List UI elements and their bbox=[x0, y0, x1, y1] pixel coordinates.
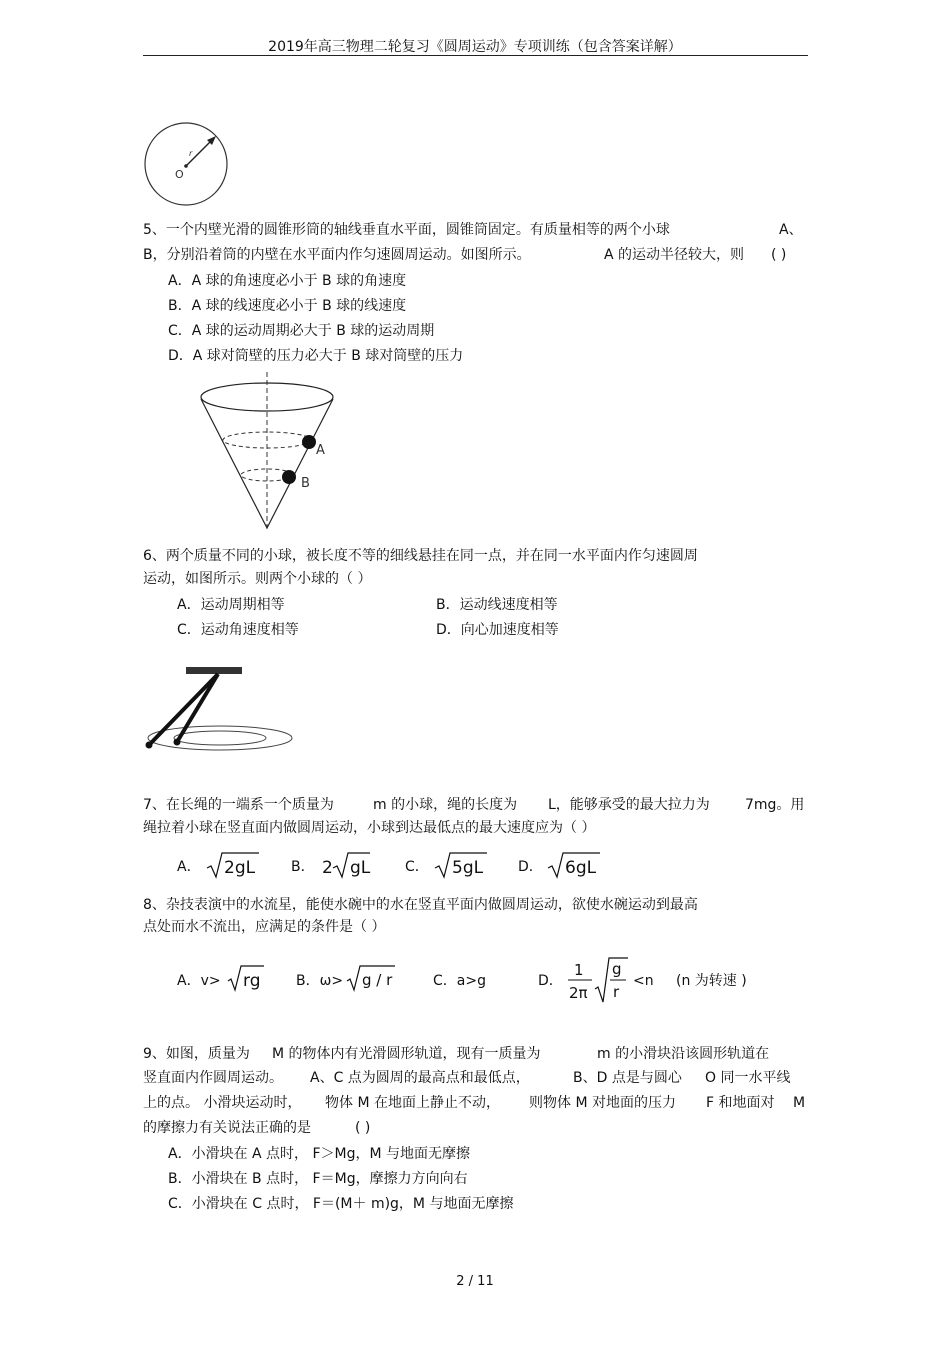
ball-outer bbox=[146, 742, 153, 749]
q9-stem-line1-c: m 的小滑块沿该圆形轨道在 bbox=[597, 1046, 770, 1062]
q5-stem-line1: 5、一个内壁光滑的圆锥形筒的轴线垂直水平面，圆锥筒固定。有质量相等的两个小球 bbox=[143, 222, 670, 238]
q6-stem-line1: 6、两个质量不同的小球，被长度不等的细线悬挂在同一点，并在同一水平面内作匀速圆周 bbox=[143, 548, 698, 564]
circle-figure bbox=[140, 122, 232, 206]
q9-option-b: B．小滑块在 B 点时， F＝Mg，摩擦力方向向右 bbox=[168, 1171, 468, 1187]
coefficient: 2 bbox=[322, 858, 333, 878]
radius-label: r bbox=[189, 149, 193, 158]
q5-stem-line2: B，分别沿着筒的内壁在水平面内作匀速圆周运动。如图所示。 bbox=[143, 247, 531, 263]
ball-b bbox=[282, 470, 296, 484]
q7-stem-line1-d: 7mg。用 bbox=[745, 797, 805, 813]
q9-option-c: C．小滑块在 C 点时， F＝(M＋ m)g，M 与地面无摩擦 bbox=[168, 1196, 514, 1212]
outer-orbit bbox=[148, 726, 292, 750]
q6-option-d: D．向心加速度相等 bbox=[436, 622, 559, 638]
radical-denominator: r bbox=[613, 983, 620, 1001]
q7-option-c-label: C． bbox=[405, 859, 429, 875]
q5-option-a: A．A 球的角速度必小于 B 球的角速度 bbox=[168, 273, 407, 289]
q8-option-a-formula bbox=[226, 963, 266, 993]
fraction-denominator: 2π bbox=[569, 984, 588, 1002]
radicand: 2gL bbox=[224, 858, 256, 878]
q5-stem-line1-tail: A、 bbox=[779, 222, 803, 238]
q8-option-d-tail: <n bbox=[633, 973, 654, 989]
circle-outline bbox=[145, 123, 227, 205]
q7-option-a-formula bbox=[205, 850, 261, 880]
q6-option-c: C．运动角速度相等 bbox=[177, 622, 299, 638]
cone-right-wall bbox=[267, 399, 333, 528]
q8-option-d-label: D． bbox=[538, 973, 563, 989]
header-rule bbox=[143, 55, 808, 56]
q9-stem-line1-b: M 的物体内有光滑圆形轨道，现有一质量为 bbox=[272, 1046, 541, 1062]
q7-stem-line1-b: m 的小球，绳的长度为 bbox=[373, 797, 518, 813]
q9-stem-line3-a: 上的点。 小滑块运动时， bbox=[143, 1095, 302, 1111]
q7-option-b-label: B． bbox=[291, 859, 315, 875]
ball-inner bbox=[174, 739, 181, 746]
fraction-numerator: 1 bbox=[574, 961, 584, 979]
q8-option-d-note: (n 为转速 ) bbox=[676, 973, 747, 989]
q8-stem-line1: 8、杂技表演中的水流星，能使水碗中的水在竖直平面内做圆周运动，欲使水碗运动到最高 bbox=[143, 897, 698, 913]
cone-figure bbox=[195, 370, 345, 533]
cone-left-wall bbox=[201, 399, 267, 528]
q5-option-c: C．A 球的运动周期必大于 B 球的运动周期 bbox=[168, 323, 435, 339]
ball-a-label: A bbox=[316, 443, 325, 458]
q9-answer-paren: ( ) bbox=[355, 1120, 371, 1136]
q6-option-a: A．运动周期相等 bbox=[177, 597, 285, 613]
q7-stem-line2: 绳拉着小球在竖直面内做圆周运动，小球到达最低点的最大速度应为（ ） bbox=[143, 820, 596, 836]
q9-stem-line3-d: F 和地面对 bbox=[706, 1095, 775, 1111]
radicand: gL bbox=[350, 858, 371, 878]
q7-option-c-formula bbox=[433, 850, 489, 880]
q5-stem-line2-mid: A 的运动半径较大，则 bbox=[604, 247, 745, 263]
ball-a bbox=[302, 435, 316, 449]
q8-option-b-label: B．ω> bbox=[296, 973, 344, 989]
q7-stem-line1-a: 7、在长绳的一端系一个质量为 bbox=[143, 797, 334, 813]
q9-stem-line3-b: 物体 M 在地面上静止不动， bbox=[325, 1095, 500, 1111]
q9-stem-line2-c: B、D 点是与圆心 bbox=[573, 1070, 682, 1086]
page-number: 2 / 11 bbox=[456, 1274, 494, 1289]
ball-b-label: B bbox=[301, 476, 310, 491]
q9-stem-line3-c: 则物体 M 对地面的压力 bbox=[529, 1095, 676, 1111]
q9-stem-line4: 的摩擦力有关说法正确的是 bbox=[143, 1120, 311, 1136]
radicand: rg bbox=[243, 971, 261, 991]
q9-stem-line3-e: M bbox=[793, 1095, 806, 1111]
q8-option-c: C．a>g bbox=[433, 973, 486, 989]
q9-stem-line1-a: 9、如图，质量为 bbox=[143, 1046, 250, 1062]
q8-option-d-formula bbox=[566, 955, 630, 1005]
radicand: g / r bbox=[362, 971, 393, 989]
inner-orbit bbox=[174, 731, 266, 745]
q7-option-d-label: D． bbox=[518, 859, 543, 875]
ceiling-support bbox=[186, 667, 242, 674]
q8-option-b-formula bbox=[345, 963, 397, 993]
q6-option-b: B．运动线速度相等 bbox=[436, 597, 558, 613]
q9-stem-line2-d: O 同一水平线 bbox=[705, 1070, 791, 1086]
radicand: 6gL bbox=[565, 858, 597, 878]
q5-option-b: B．A 球的线速度必小于 B 球的线速度 bbox=[168, 298, 407, 314]
q8-stem-line2: 点处而水不流出，应满足的条件是（ ） bbox=[143, 919, 386, 935]
q7-option-b-formula bbox=[320, 850, 372, 880]
q5-option-d: D．A 球对筒壁的压力必大于 B 球对筒壁的压力 bbox=[168, 348, 464, 364]
q7-stem-line1-c: L，能够承受的最大拉力为 bbox=[548, 797, 710, 813]
radical-numerator: g bbox=[612, 960, 622, 978]
q5-answer-paren: ( ) bbox=[771, 247, 787, 263]
q6-stem-line2: 运动，如图所示。则两个小球的（ ） bbox=[143, 571, 372, 587]
q9-option-a: A．小滑块在 A 点时， F＞Mg，M 与地面无摩擦 bbox=[168, 1146, 471, 1162]
q9-stem-line2-a: 竖直面内作圆周运动。 bbox=[143, 1070, 283, 1086]
radicand: 5gL bbox=[452, 858, 484, 878]
page-header: 2019年高三物理二轮复习《圆周运动》专项训练（包含答案详解） bbox=[268, 39, 682, 55]
q7-option-d-formula bbox=[546, 850, 602, 880]
q7-option-a-label: A． bbox=[177, 859, 201, 875]
conical-pendulum-figure bbox=[140, 663, 300, 755]
q8-option-a-label: A．v> bbox=[177, 973, 221, 989]
center-label: O bbox=[175, 168, 184, 181]
q9-stem-line2-b: A、C 点为圆周的最高点和最低点， bbox=[310, 1070, 530, 1086]
